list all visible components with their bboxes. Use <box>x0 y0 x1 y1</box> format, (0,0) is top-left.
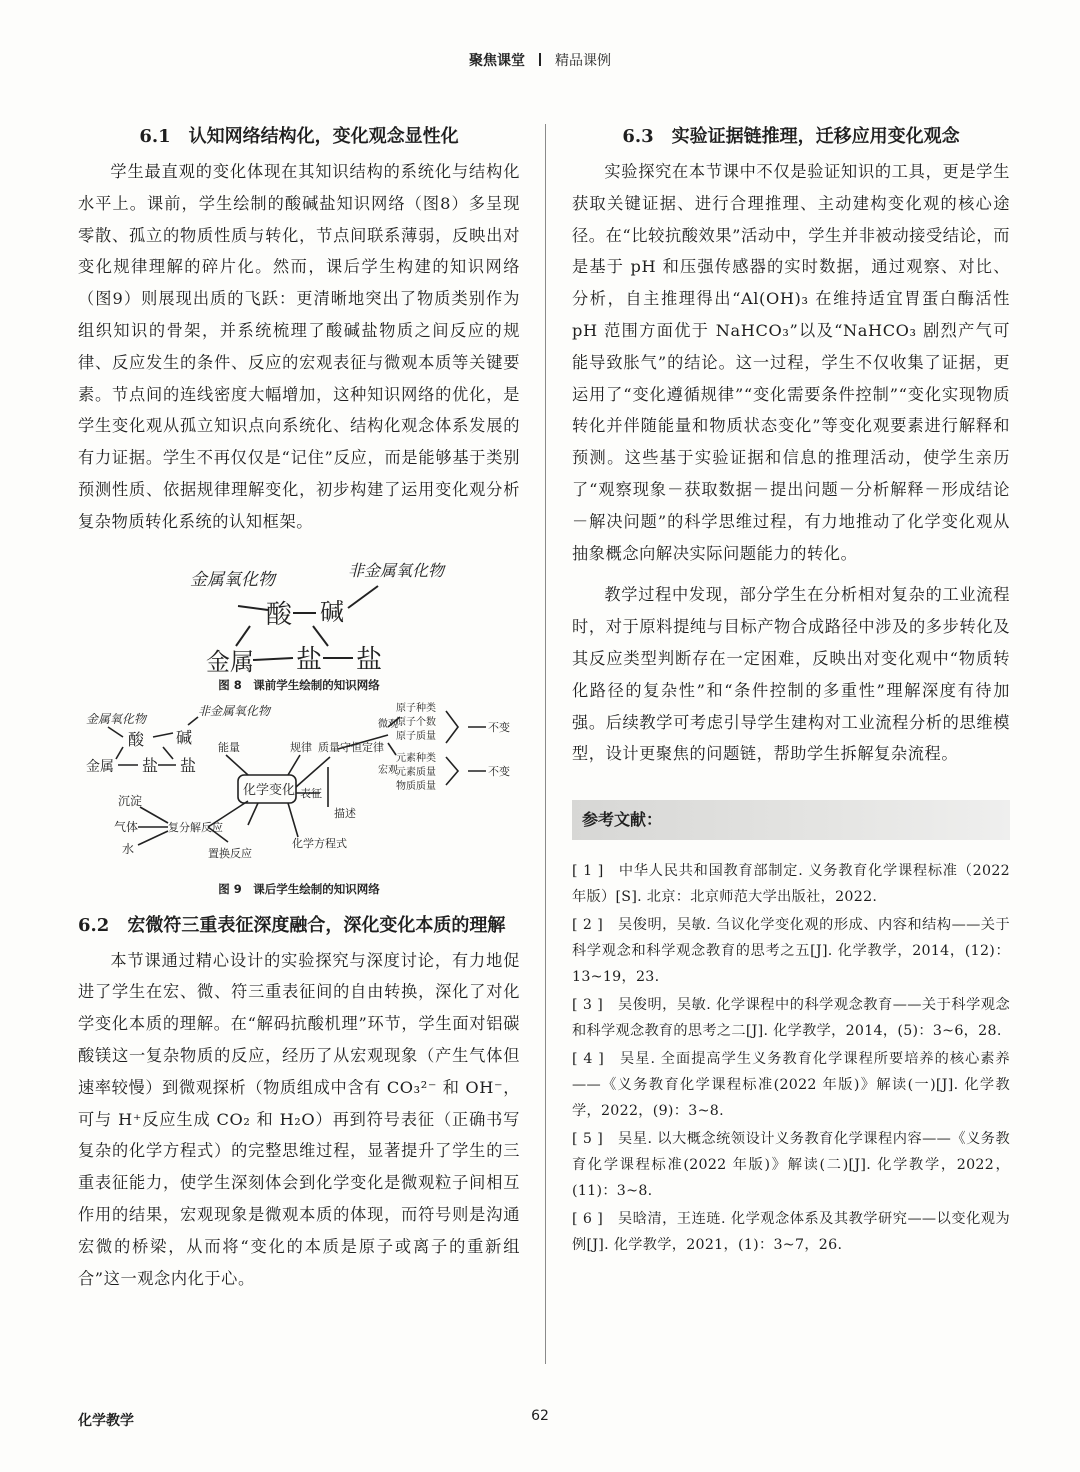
fig9-micro: 微观 <box>378 718 398 730</box>
reference-item: [ 1 ] 中华人民共和国教育部制定. 义务教育化学课程标准（2022 年版）[S]. 北京：北京师范大学出版社，2022. <box>572 863 1010 906</box>
section-6-2-text: 本节课通过精心设计的实验探究与深度讨论，有力地促进了学生在宏、微、符三重表征间的自由转换，深化了对化学变化本质的理解。在“解码抗酸机理”环节，学生面对铝碳酸镁这一复杂物质的反应，经历了从宏观现象（产生气体但速率较慢）到微观探析（物质组成中含有 CO₃²⁻ 和 OH⁻，可与 H⁺反应生成 CO₂ 和 H₂O）再到符号表征（正确书写复杂的化学方程式）的完整思维过程，显著提升了学生的三重表征能力，使学生深刻体会到化学变化是微观粒子间相互作用的结果，宏观现象是微观本质的体现，而符号则是沟通宏微的桥梁，从而将“变化的本质是原子或离子的重新组合”这一观念内化于心。 <box>78 950 520 1288</box>
fig9-energy: 能量 <box>218 740 240 754</box>
figure-8 <box>78 558 520 693</box>
references-heading: 参考文献： <box>572 800 1010 840</box>
page-number: 62 <box>531 1408 549 1424</box>
fig9-unchanged2: 不变 <box>488 764 510 778</box>
journal-name: 化学教学 <box>78 1413 134 1429</box>
fig9-describe: 描述 <box>334 806 356 820</box>
section-6-3-title: 6.3 实验证据链推理，迁移应用变化观念 <box>622 126 960 147</box>
fig9-other: 置换反应 <box>208 846 252 860</box>
fig8-nonmetal-oxide: 非金属氧化物 <box>348 560 445 580</box>
fig9-elem-kind: 元素种类 <box>396 752 436 764</box>
fig9-gas: 气体 <box>114 819 139 834</box>
fig9-elem-mass: 元素质量 <box>396 766 436 778</box>
figure-8-caption: 图 8 课前学生绘制的知识网络 <box>218 677 380 692</box>
fig9-salt2: 盐 <box>180 755 197 775</box>
right-column <box>572 122 1010 1260</box>
fig8-acid: 酸 <box>266 599 293 630</box>
fig8-metal-oxide: 金属氧化物 <box>190 569 275 590</box>
fig9-nonmetal-oxide: 非金属氧化物 <box>198 703 271 718</box>
section-6-1-text: 学生最直观的变化体现在其知识结构的系统化与结构化水平上。课前，学生绘制的酸碱盐知识网络（图8）多呈现零散、孤立的物质性质与转化，节点间联系薄弱，反映出对变化规律理解的碎片化。然而，课后学生构建的知识网络（图9）则展现出质的飞跃：更清晰地突出了物质类别作为组织知识的骨架，并系统梳理了酸碱盐物质之间反应的规律、反应发生的条件、反应的宏观表征与微观本质等关键要素。节点间的连线密度大幅增加，这种知识网络的优化，是学生变化观从孤立知识点向系统化、结构化观念体系发展的有力证据。学生不再仅仅是“记住”反应，而是能够基于类别预测性质、依据规律理解变化，初步构建了运用变化观分析复杂物质转化系统的认知框架。 <box>78 162 520 531</box>
fig9-macro: 宏观 <box>378 764 398 776</box>
fig9-atom-kind: 原子种类 <box>396 702 436 714</box>
header-separator <box>539 53 541 66</box>
fig9-laws: 规律 <box>290 740 312 754</box>
column-divider <box>545 124 546 1364</box>
reference-item: [ 2 ] 吴俊明，吴敏. 刍议化学变化观的形成、内容和结构——关于科学观念和科学观念教育的思考之五[J]. 化学教学，2014，(12)：13~19，23. <box>572 917 1010 986</box>
fig9-metal-oxide: 金属氧化物 <box>86 711 147 726</box>
figure-9-caption: 图 9 课后学生绘制的知识网络 <box>218 881 380 896</box>
header-section: 聚焦课堂 <box>469 53 525 69</box>
figure-9 <box>78 697 520 897</box>
reference-item: [ 6 ] 吴晗清，王连琏. 化学观念体系及其教学研究——以变化观为例[J]. 化学教学，2021，(1)：3~7，26. <box>572 1211 1010 1254</box>
section-6-3-text: 实验探究在本节课中不仅是验证知识的工具，更是学生获取关键证据、进行合理推理、主动建构变化观的核心途径。在“比较抗酸效果”活动中，学生并非被动接受结论，而是基于 pH 和压强传感器的实时数据，通过观察、对比、分析，自主推理得出“Al(OH)₃ 在维持适宜胃蛋白酶活性 pH 范围方面优于 NaHCO₃”以及“NaHCO₃ 剧烈产气可能导致胀气”的结论。这一过程，学生不仅收集了证据，更运用了“变化遵循规律”“变化需要条件控制”“变化实现物质转化并伴随能量和物质状态变化”等变化观要素进行解释和预测。这些基于实验证据和信息的推理活动，使学生亲历了“观察现象－获取数据－提出问题－分析解释－形成结论－解决问题”的科学思维过程，有力地推动了化学变化观从抽象概念向解决实际问题能力的转化。 <box>572 162 1010 563</box>
left-column <box>78 122 520 1294</box>
fig9-metal: 金属 <box>86 758 114 775</box>
reference-item: [ 3 ] 吴俊明，吴敏. 化学课程中的科学观念教育——关于科学观念和科学观念教育的思考之二[J]. 化学教学，2014，(5)：3~6，28. <box>572 997 1010 1040</box>
fig9-equation: 化学方程式 <box>292 836 347 850</box>
references-list <box>572 858 1010 1258</box>
fig9-atom-num: 原子个数 <box>396 716 436 728</box>
fig9-unchanged1: 不变 <box>488 720 510 734</box>
fig9-sub-mass: 物质质量 <box>396 780 436 792</box>
fig9-acid: 酸 <box>128 729 145 749</box>
fig9-expression: 表征 <box>300 786 322 800</box>
reference-item: [ 4 ] 吴星. 全面提高学生义务教育化学课程所要培养的核心素养——《义务教育化学课程标准(2022 年版)》解读(一)[J]. 化学教学，2022，(9)：3~8. <box>572 1051 1010 1120</box>
fig9-base: 碱 <box>176 727 193 747</box>
fig9-atom-mass: 原子质量 <box>396 730 436 742</box>
fig9-conservation: 质量守恒定律 <box>318 740 384 754</box>
section-6-2-title: 6.2 宏微符三重表征深度融合，深化变化本质的理解 <box>78 914 506 936</box>
fig8-salt2: 盐 <box>356 644 383 673</box>
fig9-condition: 复分解反应 <box>168 820 223 834</box>
fig9-salt1: 盐 <box>142 755 159 775</box>
fig8-salt1: 盐 <box>296 644 323 673</box>
reference-item: [ 5 ] 吴星. 以大概念统领设计义务教育化学课程内容——《义务教育化学课程标准(2022 年版)》解读(二)[J]. 化学教学，2022，(11)：3~8. <box>572 1131 1010 1200</box>
header-category: 精品课例 <box>555 53 611 69</box>
fig9-water: 水 <box>122 841 135 856</box>
fig8-base: 碱 <box>320 597 344 626</box>
figure-9-sketch <box>78 697 520 877</box>
fig8-metal: 金属 <box>206 647 254 673</box>
running-header <box>0 50 1080 70</box>
figure-8-sketch <box>78 558 520 673</box>
fig9-precip: 沉淀 <box>118 793 143 808</box>
section-6-1-title: 6.1 认知网络结构化，变化观念显性化 <box>139 126 459 147</box>
discussion-paragraph: 教学过程中发现，部分学生在分析相对复杂的工业流程时，对于原料提纯与目标产物合成路径中涉及的多步转化及其反应类型判断存在一定困难，反映出对变化观中“物质转化路径的复杂性”和“条件控制的多重性”理解深度有待加强。后续教学可考虑引导学生建构对工业流程分析的思维模型，设计更聚焦的问题链，帮助学生拆解复杂流程。 <box>572 585 1010 764</box>
fig9-center: 化学变化 <box>243 782 296 798</box>
